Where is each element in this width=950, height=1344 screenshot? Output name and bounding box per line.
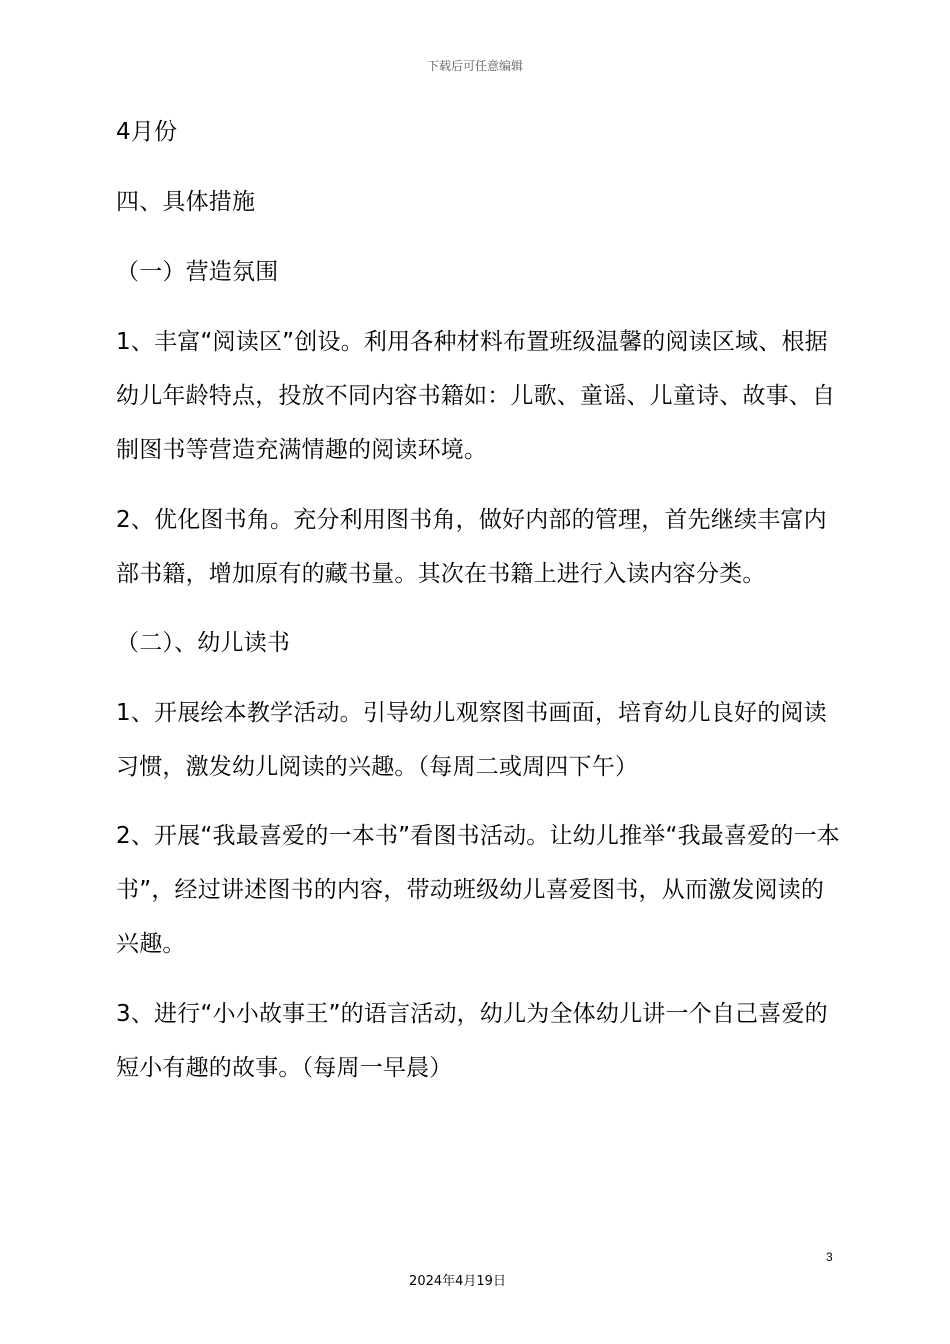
paragraph-line: 3、进行“小小故事王”的语言活动，幼儿为全体幼儿讲一个自己喜爱的 [116,1001,828,1027]
section-heading-measures: 四、具体措施 [116,189,256,215]
paragraph-line: 幼儿年龄特点，投放不同内容书籍如：儿歌、童谣、儿童诗、故事、自 [116,383,836,409]
paragraph-line: 1、开展绘本教学活动。引导幼儿观察图书画面，培育幼儿良好的阅读 [116,700,827,726]
paragraph-line: 兴趣。 [116,931,186,957]
paragraph-line: 习惯，激发幼儿阅读的兴趣。（每周二或周四下午） [116,754,639,780]
subsection-heading-atmosphere: （一）营造氛围 [116,259,279,285]
paragraph-line: 2、优化图书角。充分利用图书角，做好内部的管理，首先继续丰富内 [116,507,827,533]
paragraph-line: 2、开展“我最喜爱的一本书”看图书活动。让幼儿推举“我最喜爱的一本 [116,823,840,849]
paragraph-line: 1、丰富“阅读区”创设。利用各种材料布置班级温馨的阅读区域、根据 [116,329,828,355]
paragraph-line: 部书籍，增加原有的藏书量。其次在书籍上进行入读内容分类。 [116,561,766,587]
paragraph-line: 书”，经过讲述图书的内容，带动班级幼儿喜爱图书，从而激发阅读的 [116,877,825,903]
page-number: 3 [826,1250,833,1264]
subsection-heading-reading: （二）、幼儿读书 [116,630,291,656]
paragraph-line: 制图书等营造充满情趣的阅读环境。 [116,437,488,463]
page-header: 下载后可任意编辑 [426,59,523,73]
footer-date: 2024年4月19日 [409,1274,506,1289]
paragraph-line: 短小有趣的故事。（每周一早晨） [116,1055,453,1081]
text-line-month: 4月份 [116,119,178,145]
